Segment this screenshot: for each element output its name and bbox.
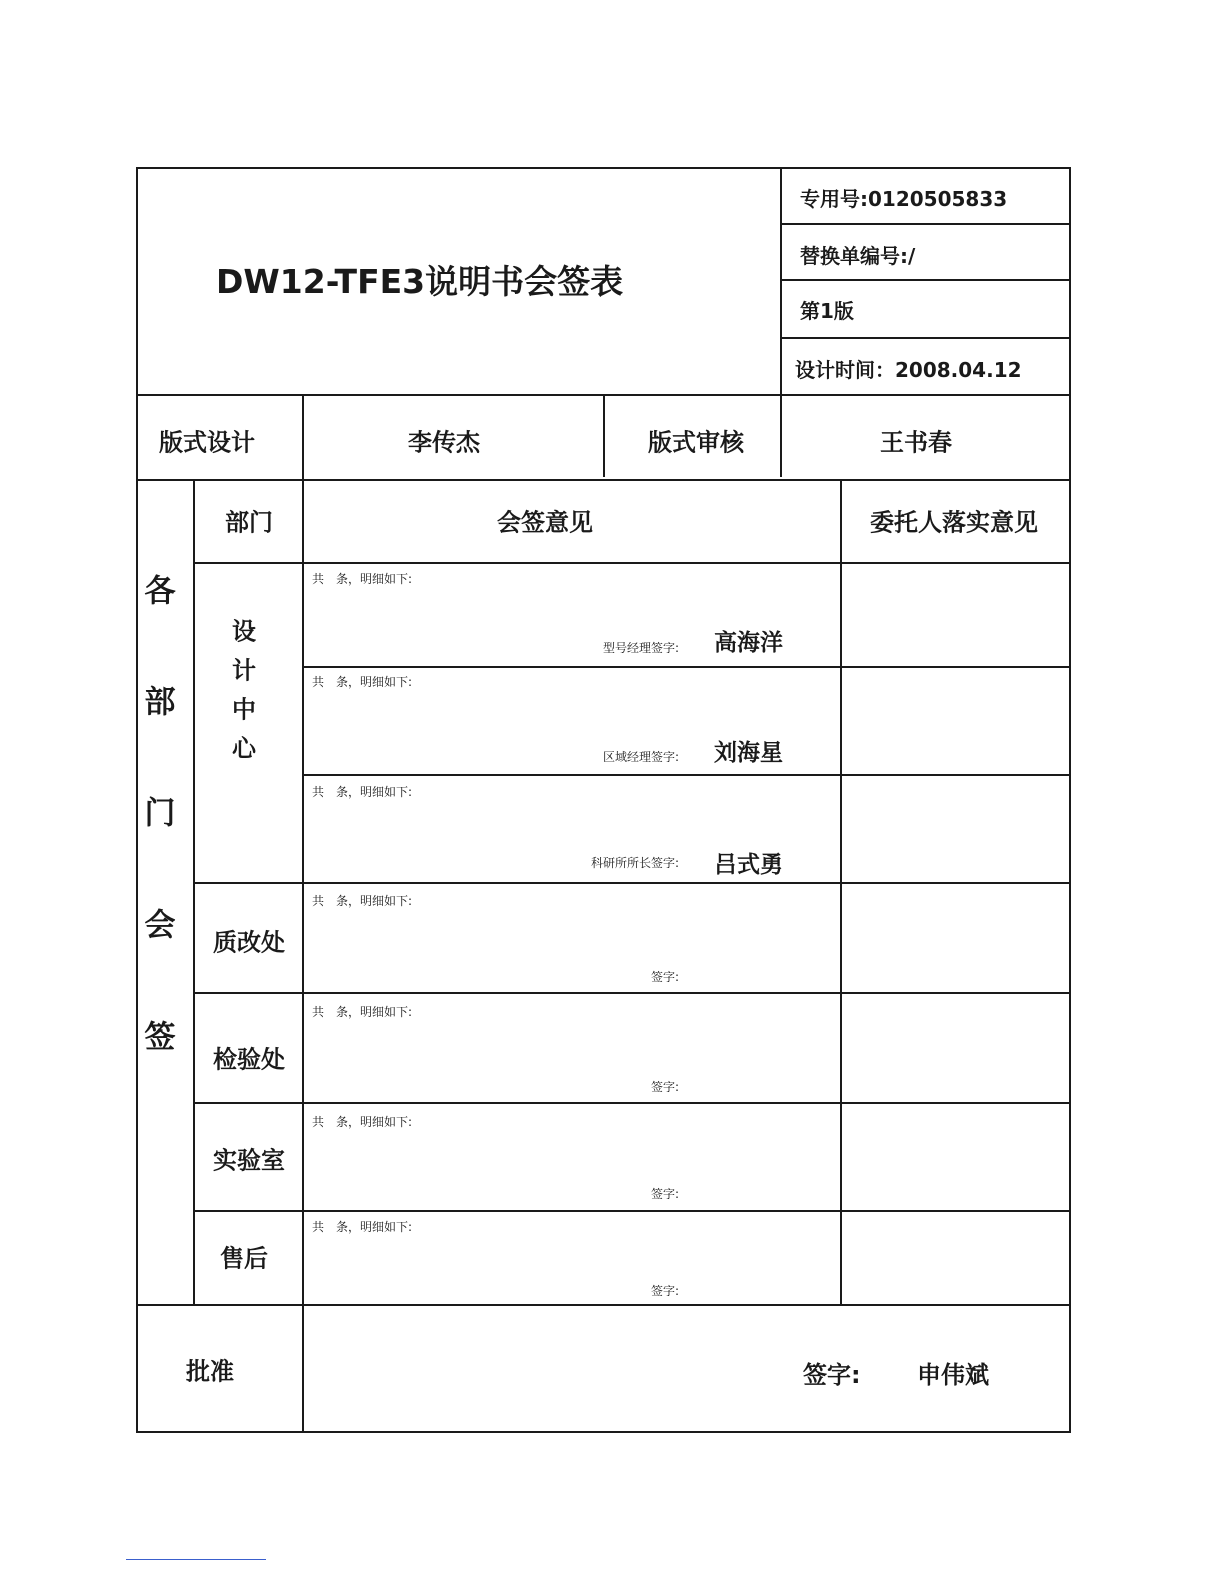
design-center-char: 心 xyxy=(232,734,256,763)
layout-review-label: 版式审核 xyxy=(648,428,744,457)
dept-line-3 xyxy=(193,1102,1071,1104)
layout-divider-1 xyxy=(302,394,304,1433)
sign-label: 科研所所长签字: xyxy=(590,856,679,870)
column-header-department: 部门 xyxy=(225,508,273,537)
approval-signer: 申伟斌 xyxy=(917,1361,989,1389)
countersign-bottom xyxy=(136,1304,1071,1306)
column-header-opinion: 会签意见 xyxy=(497,508,593,537)
sign-label: 型号经理签字: xyxy=(602,641,679,655)
replacement-number: 替换单编号:/ xyxy=(800,244,916,268)
sign-label: 签字: xyxy=(650,1284,679,1298)
department-name: 实验室 xyxy=(213,1146,285,1175)
approval-label: 批准 xyxy=(186,1357,234,1386)
design-row-line-2 xyxy=(302,774,1071,776)
opinion-prefix: 共 条，明细如下: xyxy=(312,1005,413,1019)
meta-line-1 xyxy=(780,223,1071,225)
meta-line-3 xyxy=(780,337,1071,339)
special-number: 专用号:0120505833 xyxy=(800,187,1008,211)
layout-row-bottom xyxy=(136,479,1071,481)
frame-right xyxy=(1069,167,1071,1433)
opinion-prefix: 共 条，明细如下: xyxy=(312,1220,413,1234)
sign-label: 签字: xyxy=(650,1187,679,1201)
frame-top xyxy=(136,167,1071,169)
header-divider xyxy=(780,167,782,477)
frame-bottom xyxy=(136,1431,1071,1433)
sign-label: 签字: xyxy=(650,1080,679,1094)
side-char: 会 xyxy=(144,907,176,944)
dept-line-4 xyxy=(193,1210,1071,1212)
design-center-char: 中 xyxy=(232,695,256,724)
frame-left xyxy=(136,167,138,1433)
design-center-char: 计 xyxy=(232,656,256,685)
countersign-header-bottom xyxy=(193,562,1071,564)
layout-design-label: 版式设计 xyxy=(159,428,255,457)
design-center-char: 设 xyxy=(232,617,256,646)
meta-line-2 xyxy=(780,279,1071,281)
side-char: 签 xyxy=(144,1019,176,1056)
department-name: 检验处 xyxy=(213,1045,285,1074)
sign-label: 签字: xyxy=(650,970,679,984)
sign-label: 区域经理签字: xyxy=(602,750,679,764)
column-header-client: 委托人落实意见 xyxy=(870,508,1038,537)
layout-divider-2 xyxy=(603,394,605,477)
opinion-prefix: 共 条，明细如下: xyxy=(312,1115,413,1129)
department-name: 售后 xyxy=(220,1244,268,1273)
signer-name: 刘海星 xyxy=(714,740,783,766)
signer-name: 吕式勇 xyxy=(714,852,783,878)
side-char: 部 xyxy=(144,684,176,721)
edition: 第1版 xyxy=(800,299,854,323)
dept-line-1 xyxy=(193,882,1071,884)
design-row-line-1 xyxy=(302,666,1071,668)
side-char: 门 xyxy=(144,795,176,832)
page-edge-underline xyxy=(126,1559,266,1560)
opinion-prefix: 共 条，明细如下: xyxy=(312,785,413,799)
department-name: 质改处 xyxy=(213,928,285,957)
dept-line-2 xyxy=(193,992,1071,994)
design-time: 设计时间：2008.04.12 xyxy=(795,358,1022,382)
signer-name: 高海洋 xyxy=(714,630,783,656)
approval-sign-label: 签字: xyxy=(803,1361,861,1389)
side-char: 各 xyxy=(144,573,176,610)
opinion-prefix: 共 条，明细如下: xyxy=(312,894,413,908)
client-divider xyxy=(840,479,842,1306)
opinion-prefix: 共 条，明细如下: xyxy=(312,572,413,586)
document-title: DW12-TFE3说明书会签表 xyxy=(216,262,624,301)
layout-review-person: 王书春 xyxy=(880,428,952,457)
layout-design-person: 李传杰 xyxy=(408,428,480,457)
opinion-prefix: 共 条，明细如下: xyxy=(312,675,413,689)
side-divider xyxy=(193,479,195,1306)
